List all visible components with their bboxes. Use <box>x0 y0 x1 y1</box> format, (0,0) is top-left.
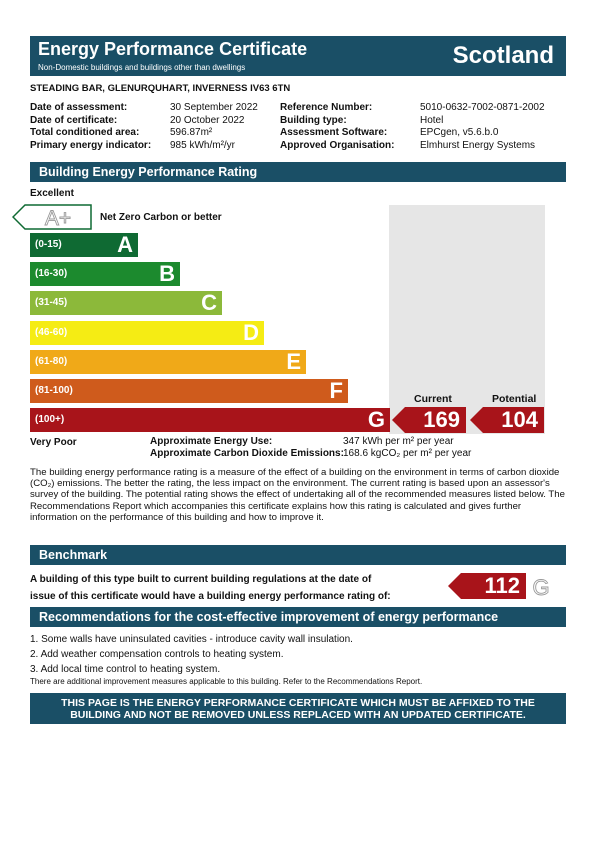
detail-label: Total conditioned area: <box>30 127 140 138</box>
country-label: Scotland <box>452 42 554 69</box>
recommendation-item: 2. Add weather compensation controls to heating system. <box>30 649 284 660</box>
recommendation-item: 3. Add local time control to heating system. <box>30 664 221 675</box>
band-range: (16-30) <box>35 268 68 280</box>
detail-label: Primary energy indicator: <box>30 139 152 151</box>
rating-description: The building energy performance rating is a measure of the effect of a building on the environment in terms of carbon dioxide (CO₂) emissions. The better the rating, the less impact on the environment. The current rating is based upon an assessor's survey of the building. The potential rating shows the effect of undertaking all of the recommended measures listed below. The Recommendations Report which accompanies this certificate explains how this rating is calculated and gives further information on the performance of this building and how to improve it. <box>30 467 565 523</box>
band-a <box>30 233 138 257</box>
current-column-label: Current <box>414 393 452 405</box>
band-e <box>30 350 306 374</box>
detail-label: Approved Organisation: <box>280 139 395 151</box>
benchmark-letter-outline <box>528 574 554 600</box>
net-zero-label: Net Zero Carbon or better <box>100 212 222 223</box>
recommendation-item: 1. Some walls have uninsulated cavities - introduce cavity wall insulation. <box>30 634 353 645</box>
band-d <box>30 321 264 345</box>
detail-value: 5010-0632-7002-0871-2002 <box>420 102 545 113</box>
detail-value: Elmhurst Energy Systems <box>420 139 536 151</box>
band-range: (0-15) <box>35 239 62 250</box>
co2-value: 168.6 kgCO₂ per m² per year <box>343 448 472 459</box>
potential-rating-value: 104 <box>501 407 538 432</box>
detail-value: 596.87m² <box>170 127 213 138</box>
aplus-arrow-shape <box>12 204 92 230</box>
band-letter: G <box>367 407 385 433</box>
band-g <box>30 408 390 432</box>
band-letter: A <box>117 232 133 257</box>
detail-value: EPCgen, v5.6.b.0 <box>420 127 499 138</box>
detail-label: Assessment Software: <box>280 127 388 138</box>
detail-value: Hotel <box>420 114 444 126</box>
potential-column-label: Potential <box>492 393 537 405</box>
aplus-letter: A+ <box>44 207 72 230</box>
co2-label: Approximate Carbon Dioxide Emissions: <box>150 448 344 459</box>
recommendations-section-title: Recommendations for the cost-effective improvement of energy performance <box>30 607 566 627</box>
detail-label: Date of assessment: <box>30 102 128 113</box>
band-range: (46-60) <box>35 326 68 338</box>
band-f <box>30 379 348 403</box>
certificate-title: Energy Performance Certificate <box>38 39 308 59</box>
recommendations-note: There are additional improvement measures applicable to this building. Refer to the Recommendations Report. <box>30 677 423 686</box>
current-rating-arrow <box>392 407 466 433</box>
certificate-subtitle: Non-Domestic buildings and buildings other than dwellings <box>38 63 246 72</box>
footer-line-1: THIS PAGE IS THE ENERGY PERFORMANCE CERTIFICATE WHICH MUST BE AFFIXED TO THE <box>61 697 535 709</box>
property-address: STEADING BAR, GLENURQUHART, INVERNESS IV63 6TN <box>30 83 291 94</box>
benchmark-arrow <box>448 573 526 599</box>
recommendations-list <box>30 632 353 677</box>
certificate-footer <box>30 693 566 724</box>
footer-line-2: BUILDING AND NOT BE REMOVED UNLESS REPLACED WITH AN UPDATED CERTIFICATE. <box>70 709 526 721</box>
benchmark-text <box>30 571 391 605</box>
band-range: (81-100) <box>35 385 73 396</box>
energy-use-value: 347 kWh per m² per year <box>343 436 454 447</box>
band-letter: B <box>159 261 175 287</box>
band-letter: F <box>329 378 343 403</box>
details-right <box>280 102 545 152</box>
benchmark-letter: G <box>532 575 550 600</box>
benchmark-value: 112 <box>484 573 520 598</box>
detail-label: Date of certificate: <box>30 114 118 126</box>
benchmark-line-1: A building of this type built to current building regulations at the date of <box>30 574 372 585</box>
benchmark-section-title: Benchmark <box>30 545 566 565</box>
band-range: (61-80) <box>35 355 68 367</box>
detail-label: Reference Number: <box>280 102 373 113</box>
band-range: (100+) <box>35 414 65 426</box>
potential-rating-arrow <box>470 407 544 433</box>
band-letter: E <box>286 348 301 374</box>
detail-label: Building type: <box>280 114 347 126</box>
excellent-label: Excellent <box>30 188 74 199</box>
benchmark-line-2: issue of this certificate would have a building energy performance rating of: <box>30 591 391 602</box>
certificate-header <box>30 36 566 76</box>
aplus-band <box>12 204 92 235</box>
band-range: (31-45) <box>35 297 68 309</box>
detail-value: 985 kWh/m²/yr <box>170 139 236 151</box>
details-left <box>30 102 258 152</box>
detail-value: 20 October 2022 <box>170 114 245 126</box>
very-poor-label: Very Poor <box>30 437 77 448</box>
band-c <box>30 291 222 315</box>
energy-use-label: Approximate Energy Use: <box>150 436 273 447</box>
band-letter: D <box>243 319 259 345</box>
rating-section-title: Building Energy Performance Rating <box>30 162 566 182</box>
band-b <box>30 262 180 286</box>
detail-value: 30 September 2022 <box>170 102 258 113</box>
current-rating-value: 169 <box>423 407 460 432</box>
band-letter: C <box>201 290 217 316</box>
